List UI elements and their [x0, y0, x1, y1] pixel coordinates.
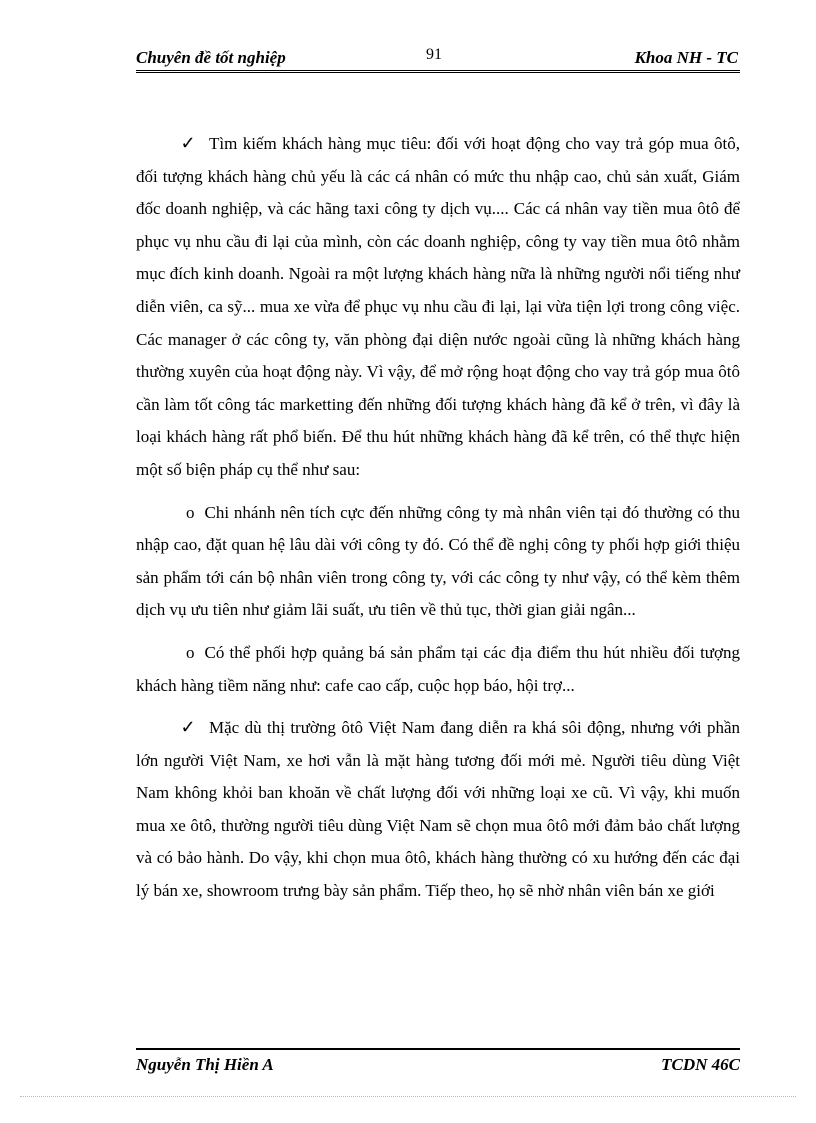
footer-author: Nguyễn Thị Hiền A [136, 1055, 274, 1074]
paragraph-2-text: Chi nhánh nên tích cực đến những công ty mà nhân viên tại đó thường có thu nhập cao, đặt quan hệ lâu dài với công ty đó. Có thể đề nghị công ty phối hợp giới thiệu sản phẩm tới cán bộ nhân viên trong công ty, với các công ty như vậy, có thể kèm thêm dịch vụ ưu tiên như giảm lãi suất, ưu tiên về thủ tục, thời gian giải ngân... [136, 502, 740, 620]
paragraph-1-text: Tìm kiếm khách hàng mục tiêu: đối với hoạt động cho vay trả góp mua ôtô, đối tượng khách hàng chủ yếu là các cá nhân có mức thu nhập cao, chủ sản xuất, Giám đốc doanh nghiệp, và các hãng taxi công ty dịch vụ.... Các cá nhân vay tiền mua ôtô để phục vụ nhu cầu đi lại của mình, còn các doanh nghiệp, công ty vay tiền mua ôtô nhằm mục đích kinh doanh. Ngoài ra một lượng khách hàng nữa là những người nổi tiếng như diễn viên, ca sỹ... mua xe vừa để phục vụ nhu cầu đi lại, lại vừa tiện lợi trong công việc. Các manager ở các công ty, văn phòng đại diện nước ngoài cũng là những khách hàng thường xuyên của hoạt động này. Vì vậy, để mở rộng hoạt động cho vay trả góp mua ôtô cần làm tốt công tác marketting đến những đối tượng khách hàng đã kể ở trên, vì đây là loại khách hàng rất phổ biến. Để thu hút những khách hàng đã kể trên, có thể thực hiện một số biện pháp cụ thể như sau: [136, 134, 740, 479]
circle-bullet-icon: o [186, 642, 195, 662]
paragraph-3 [136, 637, 740, 702]
page-number: 91 [426, 46, 442, 63]
checkmark-icon: ✓ [180, 717, 196, 738]
page-footer [136, 1055, 740, 1077]
page-header [136, 48, 738, 70]
page-body [136, 128, 740, 918]
footer-rule [136, 1048, 740, 1050]
checkmark-icon: ✓ [180, 133, 196, 153]
paragraph-3-text: Có thể phối hợp quảng bá sản phẩm tại các địa điểm thu hút nhiều đối tượng khách hàng tiềm năng như: cafe cao cấp, cuộc họp báo, hội trợ... [136, 642, 740, 695]
header-rule [136, 70, 740, 73]
circle-bullet-icon: o [186, 502, 195, 522]
paragraph-2 [136, 497, 740, 627]
paragraph-4 [136, 712, 740, 908]
page-edge-divider [20, 1096, 796, 1097]
header-department: Khoa NH - TC [634, 48, 738, 67]
paragraph-4-text: Mặc dù thị trường ôtô Việt Nam đang diễn ra khá sôi động, nhưng với phần lớn người Việt Nam, xe hơi vẫn là mặt hàng tương đối mới mẻ. Người tiêu dùng Việt Nam không khỏi ban khoăn về chất lượng đối với những loại xe cũ. Vì vậy, khi muốn mua xe ôtô, thường người tiêu dùng Việt Nam sẽ chọn mua ôtô mới đảm bảo chất lượng và có bảo hành. Do vậy, khi chọn mua ôtô, khách hàng thường có xu hướng đến các đại lý bán xe, showroom trưng bày sản phẩm. Tiếp theo, họ sẽ nhờ nhân viên bán xe giới [136, 718, 740, 901]
footer-class: TCDN 46C [661, 1055, 740, 1074]
paragraph-1 [136, 128, 740, 487]
header-title: Chuyên đề tốt nghiệp [136, 48, 286, 67]
